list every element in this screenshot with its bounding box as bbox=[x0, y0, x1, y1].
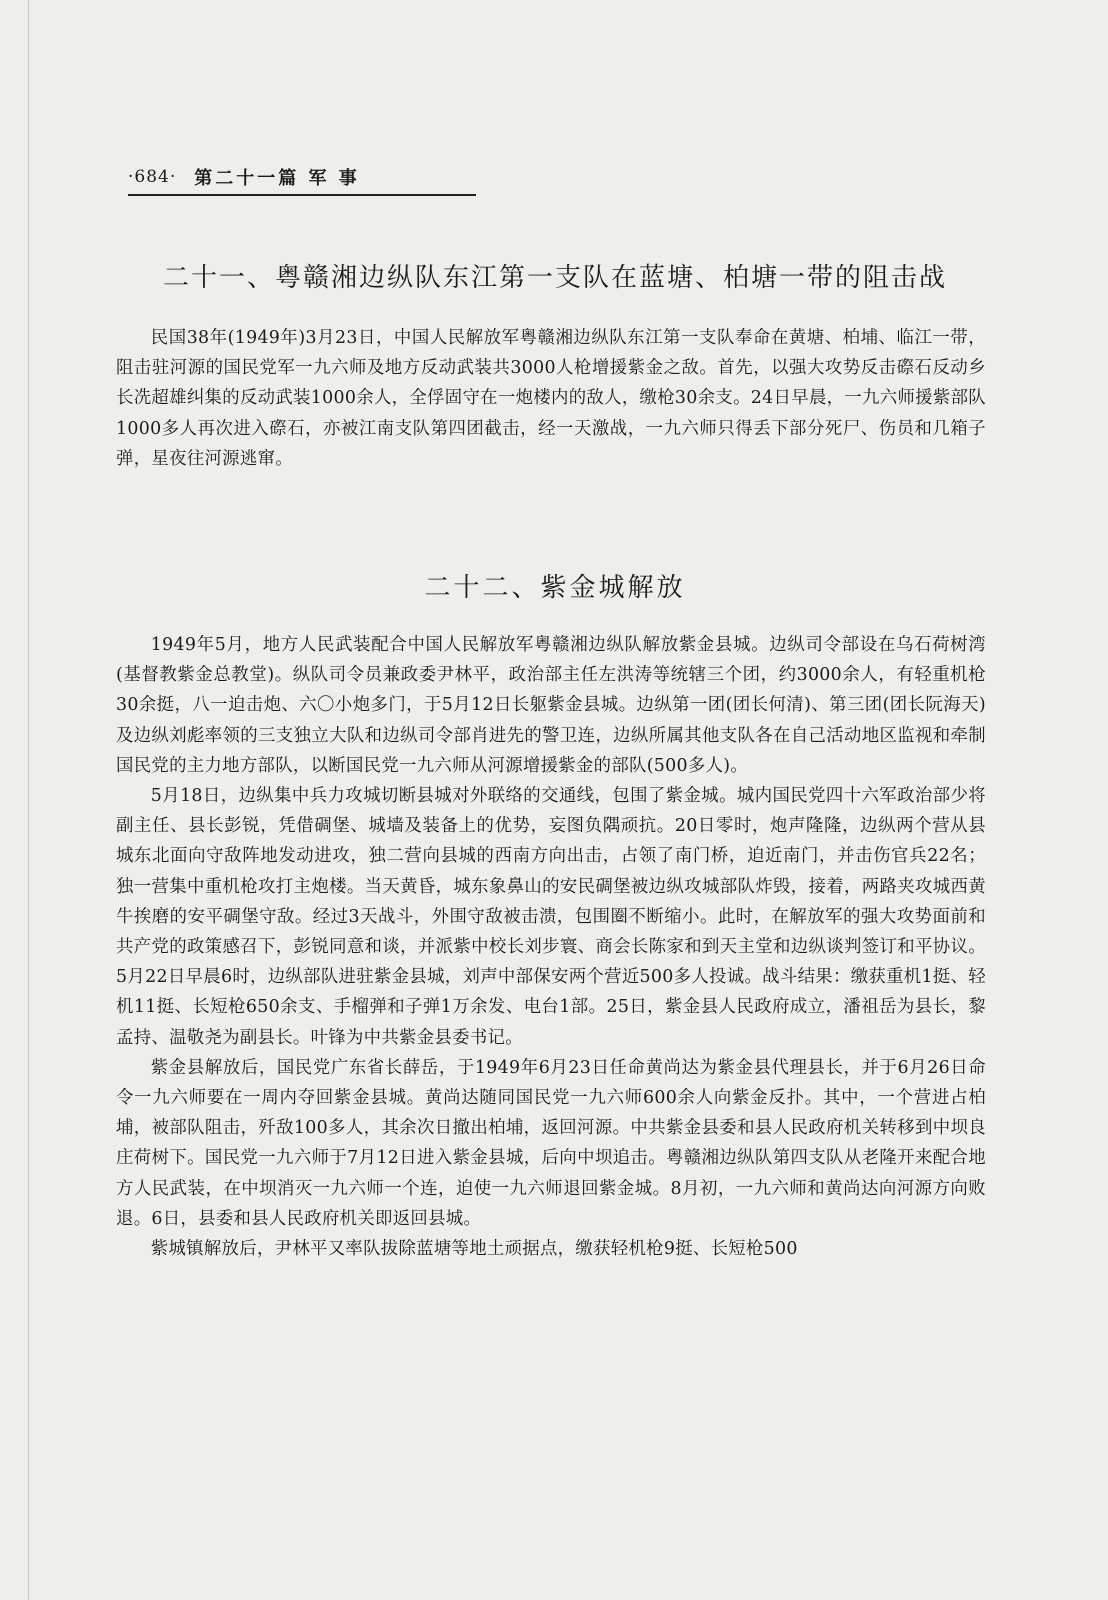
page-number: ·684· bbox=[128, 167, 177, 187]
section-22-body bbox=[116, 630, 986, 1264]
section-title-22: 二十二、紫金城解放 bbox=[424, 573, 686, 603]
section-21-body bbox=[116, 323, 986, 474]
paragraph: 紫城镇解放后，尹林平又率队拔除蓝塘等地土顽据点，缴获轻机枪9挺、长短枪500 bbox=[150, 1239, 798, 1260]
paragraph: 民国38年(1949年)3月23日，中国人民解放军粤赣湘边纵队东江第一支队奉命在黄塘、柏埔、临江一带，阻击驻河源的国民党军一九六师及地方反动武装共3000人枪增援紫金之敌。首先，以强大攻势反击磜石反动乡长冼超雄纠集的反动武装1000余人，全俘固守在一炮楼内的敌人，缴枪30余支。24日早晨，一九六师援紫部队1000多人再次进入磜石，亦被江南支队第四团截击，经一天激战，一九六师只得丢下部分死尸、伤员和几箱子弹，星夜往河源逃窜。 bbox=[116, 328, 986, 469]
chapter-title: 第二十一篇 军 事 bbox=[194, 168, 360, 189]
page-edge bbox=[28, 0, 29, 1600]
paragraph: 5月18日，边纵集中兵力攻城切断县城对外联络的交通线，包围了紫金城。城内国民党四十六军政治部少将副主任、县长彭锐，凭借碉堡、城墙及装备上的优势，妄图负隅顽抗。20日零时，炮声隆隆，边纵两个营从县城东北面向守敌阵地发动进攻，独二营向县城的西南方向出击，占领了南门桥，迫近南门，并击伤官兵22名；独一营集中重机枪攻打主炮楼。当天黄昏，城东象鼻山的安民碉堡被边纵攻城部队炸毁，接着，两路夹攻城西黄牛挨磨的安平碉堡守敌。经过3天战斗，外围守敌被击溃，包围圈不断缩小。此时，在解放军的强大攻势面前和共产党的政策感召下，彭锐同意和谈，并派紫中校长刘步寰、商会长陈家和到天主堂和边纵谈判签订和平协议。5月22日早晨6时，边纵部队进驻紫金县城，刘声中部保安两个营近500多人投诚。战斗结果：缴获重机1挺、轻机11挺、长短枪650余支、手榴弹和子弹1万余发、电台1部。25日，紫金县人民政府成立，潘祖岳为县长，黎孟持、温敬尧为副县长。叶锋为中共紫金县委书记。 bbox=[116, 786, 986, 1048]
paragraph: 1949年5月，地方人民武装配合中国人民解放军粤赣湘边纵队解放紫金县城。边纵司令部设在乌石荷树湾(基督教紫金总教堂)。纵队司令员兼政委尹林平，政治部主任左洪涛等统辖三个团，约3000余人，有轻重机枪30余挺，八一迫击炮、六〇小炮多门，于5月12日长躯紫金县城。边纵第一团(团长何清)、第三团(团长阮海天)及边纵刘彪率领的三支独立大队和边纵司令部肖进先的警卫连，边纵所属其他支队各在自己活动地区监视和牵制国民党的主力地方部队，以断国民党一九六师从河源增援紫金的部队(500多人)。 bbox=[116, 635, 986, 776]
running-header bbox=[128, 160, 476, 196]
paragraph: 紫金县解放后，国民党广东省长薛岳，于1949年6月23日任命黄尚达为紫金县代理县长，并于6月26日命令一九六师要在一周内夺回紫金县城。黄尚达随同国民党一九六师600余人向紫金反扑。其中，一个营进占柏埔，被部队阻击，歼敌100多人，其余次日撤出柏埔，返回河源。中共紫金县委和县人民政府机关转移到中坝良庄荷树下。国民党一九六师于7月12日进入紫金县城，后向中坝追击。粤赣湘边纵队第四支队从老隆开来配合地方人民武装，在中坝消灭一九六师一个连，迫使一九六师退回紫金城。8月初，一九六师和黄尚达向河源方向败退。6日，县委和县人民政府机关即返回县城。 bbox=[116, 1057, 986, 1229]
section-title-21: 二十一、粤赣湘边纵队东江第一支队在蓝塘、柏塘一带的阻击战 bbox=[162, 263, 947, 293]
